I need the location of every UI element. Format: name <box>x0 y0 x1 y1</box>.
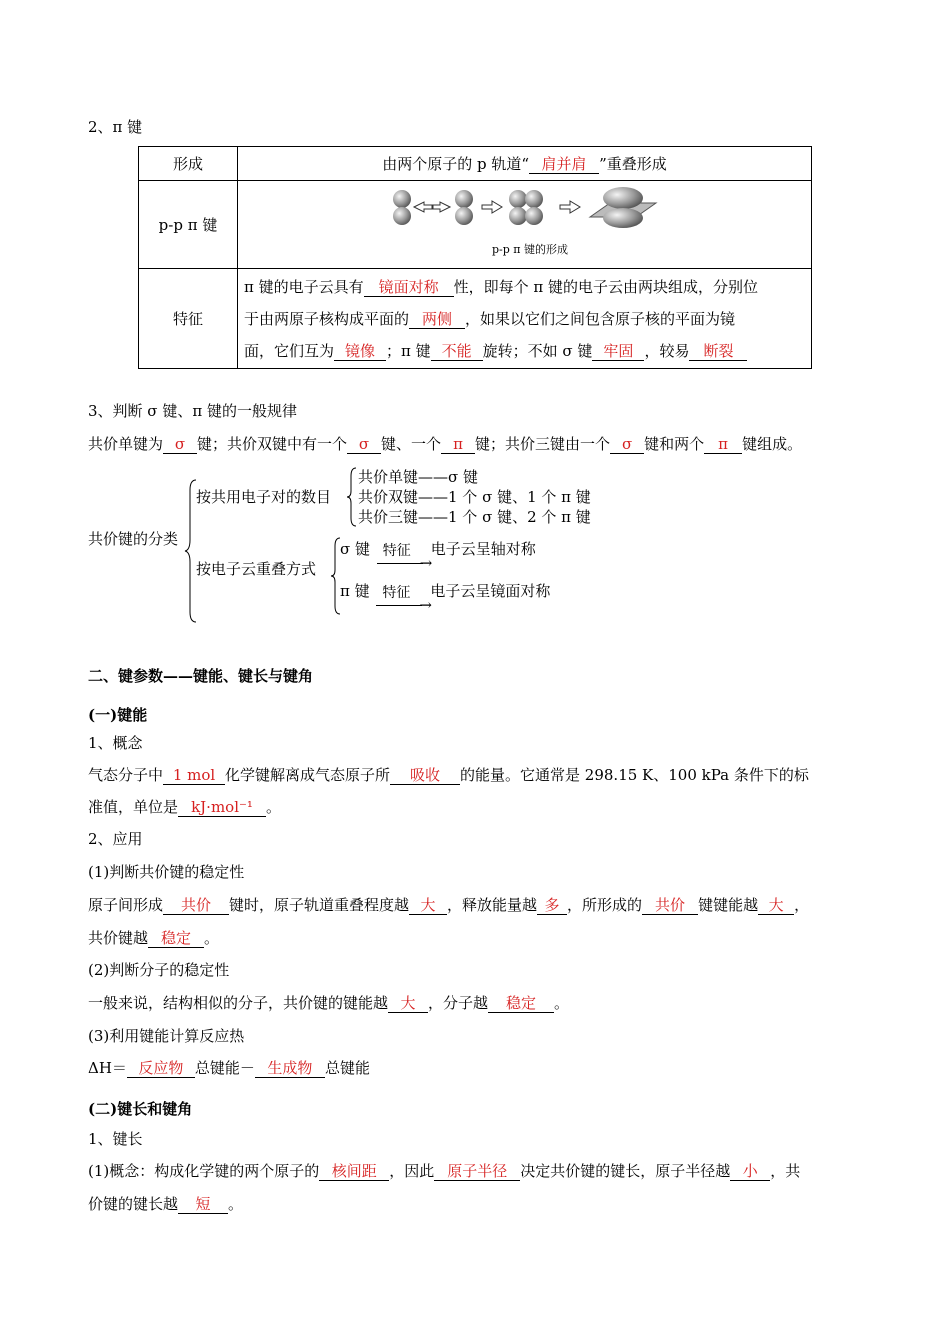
concept-heading: 1、概念 <box>88 734 143 752</box>
p-orbital-lobe <box>455 190 473 208</box>
branch1-item: 共价三键——1 个 σ 键、2 个 π 键 <box>358 508 591 526</box>
sub-heading-bond-energy: (一)键能 <box>88 706 148 724</box>
blank-break: 断裂 <box>689 342 747 361</box>
arrow-icon <box>414 202 432 212</box>
blank-mirror-image: 镜像 <box>334 342 386 361</box>
app1-heading: (1)判断共价键的稳定性 <box>88 863 245 881</box>
row-label-pp-pi: p-p π 键 <box>139 181 238 269</box>
p-orbital-lobe <box>509 207 527 225</box>
section-heading-pi-bond: 2、π 键 <box>88 118 143 136</box>
arrow-icon <box>433 202 450 212</box>
bond-length-heading: 1、键长 <box>88 1130 143 1148</box>
blank-sigma-3: σ <box>610 435 644 454</box>
pi-bond-table <box>138 146 812 369</box>
p-orbital-lobe <box>525 190 543 208</box>
blank-large-3: 大 <box>388 994 428 1013</box>
blank-mirror-symmetry: 镜面对称 <box>364 278 454 297</box>
blank-sigma-1: σ <box>163 435 197 454</box>
blank-stable-2: 稳定 <box>488 994 554 1013</box>
branch1-brace <box>346 466 358 528</box>
pi-cloud-upper <box>603 187 643 209</box>
app3-line: ΔH＝ 反应物 总键能－ 生成物 总键能 <box>88 1059 370 1077</box>
pp-pi-figure-cell <box>238 181 812 269</box>
part2-heading: 二、键参数——键能、键长与键角 <box>88 667 314 685</box>
blank-pi-1: π <box>441 435 475 454</box>
blank-internuclear: 核间距 <box>319 1162 389 1181</box>
sub-heading-length-angle: (二)键长和键角 <box>88 1100 193 1118</box>
blank-small: 小 <box>730 1162 770 1181</box>
arrow-icon: → <box>419 596 432 614</box>
p-orbital-lobe <box>455 207 473 225</box>
p-orbital-lobe <box>525 207 543 225</box>
blank-firm: 牢固 <box>592 342 644 361</box>
blank-sigma-2: σ <box>347 435 381 454</box>
application-heading: 2、应用 <box>88 830 143 848</box>
section-heading-rules: 3、判断 σ 键、π 键的一般规律 <box>88 402 297 420</box>
app2-line: 一般来说，结构相似的分子，共价键的键能越 大 ，分子越 稳定 。 <box>88 994 570 1012</box>
bond-length-line-1: (1)概念：构成化学键的两个原子的 核间距 ，因此 原子半径 决定共价键的键长，原子半径越 小 ，共 <box>88 1162 801 1180</box>
blank-pi-2: π <box>704 435 742 454</box>
p-orbital-lobe <box>509 190 527 208</box>
rules-paragraph: 共价单键为 σ 键；共价双键中有一个 σ 键、一个 π 键；共价三键由一个 σ 键和两个 π 键组成。 <box>88 435 803 453</box>
figure-caption: p-p π 键的形成 <box>491 243 569 256</box>
row-label-characteristic: 特征 <box>139 269 238 369</box>
arrow-icon <box>560 201 580 213</box>
app1-line-2: 共价键越 稳定 。 <box>88 929 220 947</box>
blank-absorb: 吸收 <box>390 766 460 785</box>
blank-covalent-1: 共价 <box>163 896 229 915</box>
p-orbital-lobe <box>393 190 411 208</box>
arrow-label: 特征 <box>382 543 411 559</box>
sigma-bond-item: σ 键 特征 → 电子云呈轴对称 <box>340 540 536 572</box>
arrow-label: 特征 <box>382 585 411 601</box>
blank-atomic-radius: 原子半径 <box>434 1162 520 1181</box>
branch-shared-pairs: 按共用电子对的数目 <box>196 488 332 506</box>
blank-covalent-2: 共价 <box>642 896 698 915</box>
blank-stable-1: 稳定 <box>148 929 204 948</box>
arrow-icon: → <box>419 554 433 572</box>
branch1-item: 共价单键——σ 键 <box>358 468 479 486</box>
pi-cloud-lower <box>603 208 643 228</box>
concept-line-1: 气态分子中 1 mol 化学键解离成气态原子所 吸收 的能量。它通常是 298.15 K、100 kPa 条件下的标 <box>88 766 809 784</box>
blank-one-mol: 1 mol <box>163 766 225 785</box>
branch1-item: 共价双键——1 个 σ 键、1 个 π 键 <box>358 488 591 506</box>
row-label-formation: 形成 <box>139 147 238 181</box>
branch-overlap-mode: 按电子云重叠方式 <box>196 560 317 578</box>
blank-products: 生成物 <box>255 1059 325 1078</box>
app1-line-1: 原子间形成 共价 键时，原子轨道重叠程度越 大 ，释放能量越 多 ，所形成的 共价 键键能越 大 ， <box>88 896 810 914</box>
pp-pi-formation-diagram <box>380 185 680 265</box>
concept-line-2: 准值，单位是 kJ·mol⁻¹ 。 <box>88 798 282 816</box>
blank-large-1: 大 <box>409 896 447 915</box>
pi-bond-item: π 键 特征 → 电子云呈镜面对称 <box>340 582 551 614</box>
formation-cell: 由两个原子的 p 轨道“ 肩并肩 ”重叠形成 <box>238 147 812 181</box>
classification-root: 共价键的分类 <box>88 530 179 548</box>
blank-unit: kJ·mol⁻¹ <box>178 798 266 817</box>
blank-short: 短 <box>178 1195 228 1214</box>
p-orbital-lobe <box>393 207 411 225</box>
blank-large-2: 大 <box>758 896 794 915</box>
blank-reactants: 反应物 <box>127 1059 195 1078</box>
bond-length-line-2: 价键的键长越 短 。 <box>88 1195 244 1213</box>
characteristic-cell: π 键的电子云具有 镜面对称 性，即每个 π 键的电子云由两块组成，分别位 于由两原子核构成平面的 两侧 ，如果以它们之间包含原子核的平面为镜 面，它们互为 镜像 ；π 键 不能 旋转；不如 σ 键 牢固 ，较易 断裂 <box>238 269 812 369</box>
app3-heading: (3)利用键能计算反应热 <box>88 1027 245 1045</box>
blank-shoulder: 肩并肩 <box>529 155 599 174</box>
arrow-icon <box>482 201 502 213</box>
blank-both-sides: 两侧 <box>409 310 465 329</box>
blank-cannot: 不能 <box>431 342 483 361</box>
app2-heading: (2)判断分子的稳定性 <box>88 961 230 979</box>
blank-more: 多 <box>537 896 567 915</box>
